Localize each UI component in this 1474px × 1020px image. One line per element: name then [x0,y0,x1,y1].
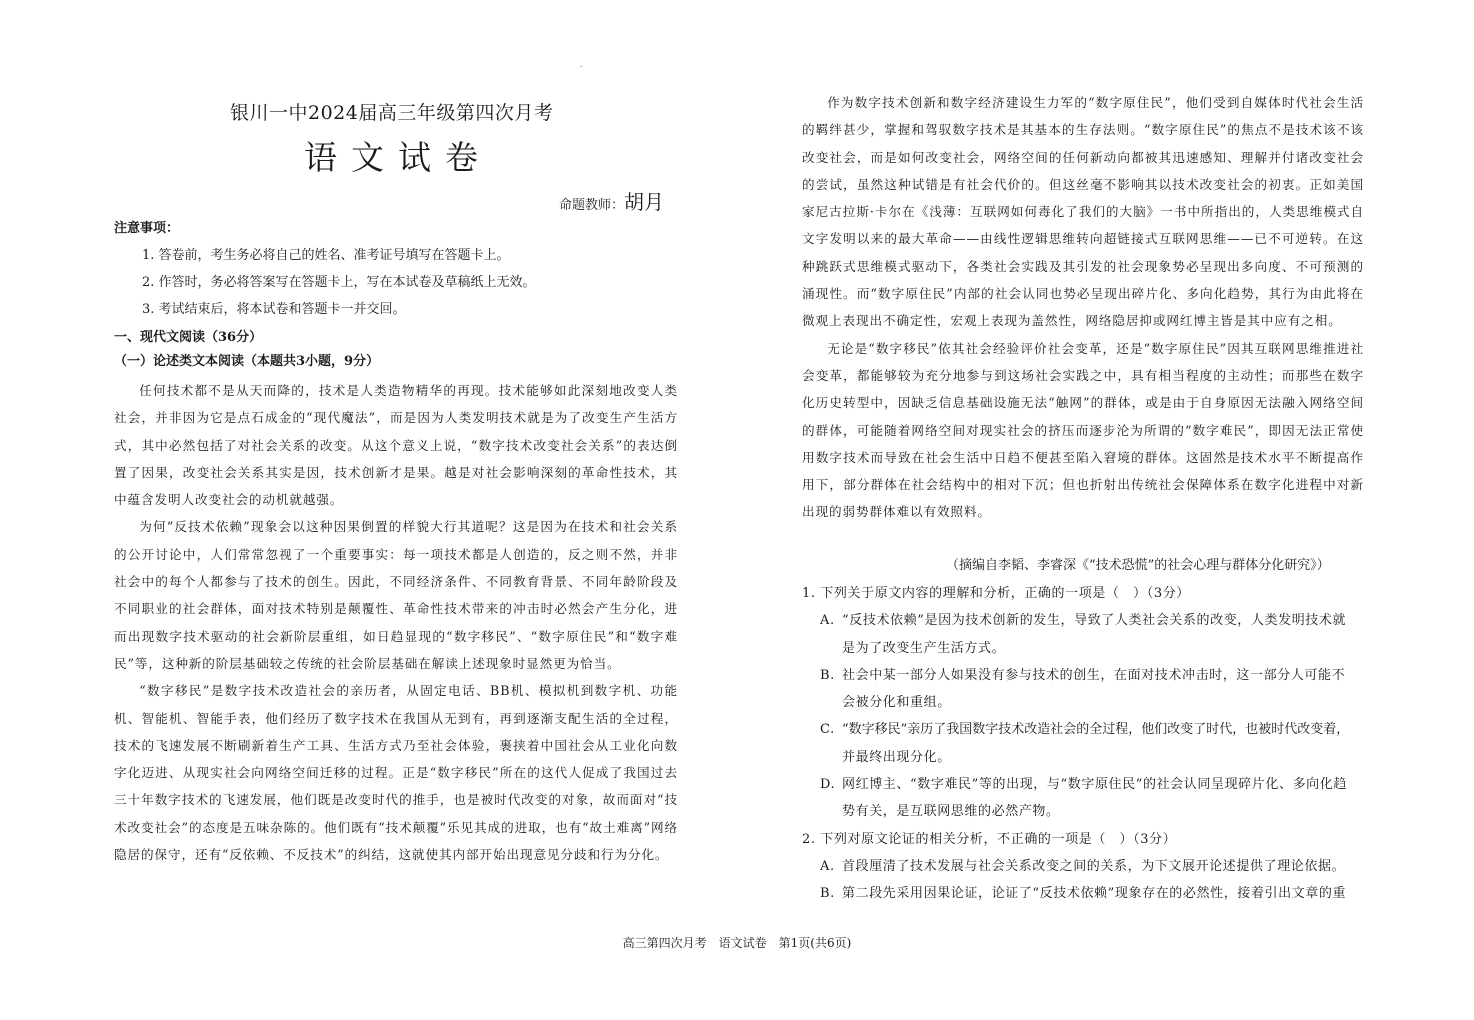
author-name: 胡月 [624,190,665,214]
question-2-option-a[interactable]: A. 首段厘清了技术发展与社会关系改变之间的关系，为下文展开论述提供了理论依据。 [820,858,1346,874]
option-continuation: 势有关，是互联网思维的必然产物。 [842,804,1060,820]
note-item: 1. 答卷前，考生务必将自己的姓名、准考证号填写在答题卡上。 [142,248,510,263]
passage-paragraph-5: 无论是“数字移民”依其社会经验评价社会变革，还是“数字原住民”因其互联网思维推进社会变革，都能够较为充分地参与到这场社会实践之中，具有相当程度的主动性；而那些在数字化历史转型中，因缺乏信息基础设施无法“触网”的群体，或是由于自身原因无法融入网络空间的群体，可能随着网络空间对现实社会的挤压而逐步沦为所谓的“数字难民”，即因无法正常使用数字技术而导致在社会生活中日趋不便甚至陷入窘境的群体。这固然是技术水平不断提高作用下，部分群体在社会结构中的相对下沉；但也折射出传统社会保障体系在数字化进程中对新出现的弱势群体难以有效照料。 [802,340,1364,520]
question-1-stem: 1. 下列关于原文内容的理解和分析，正确的一项是（ ）（3分） [802,586,1190,601]
scan-dot: . [580,60,583,69]
passage-source: （摘编自李韬、李睿深《“技术恐慌”的社会心理与群体分化研究》） [946,558,1330,573]
option-continuation: 并最终出现分化。 [842,749,951,765]
option-continuation: 是为了改变生产生活方式。 [842,640,1006,656]
option-continuation: 会被分化和重组。 [842,695,951,711]
exam-title: 银川一中2024届高三年级第四次月考 [230,102,554,124]
passage-paragraph-4: 作为数字技术创新和数字经济建设生力军的“数字原住民”，他们受到自媒体时代社会生活的羁绊甚少，掌握和驾驭数字技术是其基本的生存法则。“数字原住民”的焦点不是技术该不该改变社会，而是如何改变社会，网络空间的任何新动向都被其迅速感知、理解并付诸改变社会的尝试，虽然这种试错是有社会代价的。但这丝毫不影响其以技术改变社会的初衷。正如美国家尼古拉斯·卡尔在《浅薄：互联网如何毒化了我们的大脑》一书中所指出的，人类思维模式自文字发明以来的最大革命——由线性逻辑思维转向超链接式互联网思维——已不可逆转。在这种跳跃式思维模式驱动下，各类社会实践及其引发的社会现象势必呈现出多向度、不可预测的涌现性。而“数字原住民”内部的社会认同也势必呈现出碎片化、多向化趋势，其行为由此将在微观上表现出不确定性，宏观上表现为盖然性，网络隐居抑或网红博主皆是其中应有之相。 [802,95,1364,329]
author-label: 命题教师： [559,198,625,213]
note-item: 3. 考试结束后，将本试卷和答题卡一并交回。 [142,302,406,317]
paper-subject-title: 语文试卷 [304,138,492,177]
passage-left [114,377,678,868]
question-1 [802,580,1368,908]
passage-paragraph-2: 为何“反技术依赖”现象会以这种因果倒置的样貌大行其道呢？这是因为在技术和社会关系的公开讨论中，人们常常忽视了一个重要事实：每一项技术都是人创造的，反之则不然，并非社会中的每个人都参与了技术的创生。因此，不同经济条件、不同教育背景、不同年龄阶段及不同职业的社会群体，面对技术特别是颠覆性、革命性技术带来的冲击时必然会产生分化，进而出现数字技术驱动的社会新阶层重组，如日趋显现的“数字移民”、“数字原住民”和“数字难民”等，这种新的阶层基础较之传统的社会阶层基础在解读上述现象时显然更为恰当。 [114,519,678,671]
question-1-option-c[interactable]: C. “数字移民”亲历了我国数字技术改造社会的全过程，他们改变了时代，也被时代改变着， [820,722,1350,738]
page-footer: 高三第四次月考 语文试卷 第1页(共6页) [622,936,852,950]
note-item: 2. 作答时，务必将答案写在答题卡上，写在本试卷及草稿纸上无效。 [142,275,536,290]
question-2-stem: 2. 下列对原文论证的相关分析，不正确的一项是（ ）（3分） [802,831,1177,847]
author-line [559,186,664,215]
question-2-option-b[interactable]: B. 第二段先采用因果论证，论证了“反技术依赖”现象存在的必然性，接着引出文章的重 [820,886,1347,902]
passage-paragraph-1: 任何技术都不是从天而降的，技术是人类造物精华的再现。技术能够如此深刻地改变人类社会，并非因为它是点石成金的“现代魔法”，而是因为人类发明技术就是为了改变生产生活方式，其中必然包括了对社会关系的改变。从这个意义上说，“数字技术改变社会关系”的表达倒置了因果，改变社会关系其实是因，技术创新才是果。越是对社会影响深刻的革命性技术，其中蕴含发明人改变社会的动机就越强。 [114,383,678,508]
question-1-option-a[interactable]: A. “反技术依赖”是因为技术创新的发生，导致了人类社会关系的改变，人类发明技术就 [820,613,1347,629]
section-title: 一、现代文阅读（36分） [114,330,263,345]
question-1-option-d[interactable]: D. 网红博主、“数字难民”等的出现，与“数字原住民”的社会认同呈现碎片化、多向化趋 [820,777,1347,793]
section-subtitle: （一）论述类文本阅读（本题共3小题，9分） [114,354,380,369]
notes-heading: 注意事项： [114,221,180,236]
question-1-option-b[interactable]: B. 社会中某一部分人如果没有参与技术的创生，在面对技术冲击时，这一部分人可能不 [820,667,1346,683]
passage-paragraph-3: “数字移民”是数字技术改造社会的亲历者，从固定电话、BB机、模拟机到数字机、功能机、智能机、智能手表，他们经历了数字技术在我国从无到有，再到逐渐支配生活的全过程，技术的飞速发展不断刷新着生产工具、生活方式乃至社会体验，裹挟着中国社会从工业化向数字化迈进、从现实社会向网络空间迁移的过程。正是“数字移民”所在的这代人促成了我国过去三十年数字技术的飞速发展，他们既是改变时代的推手，也是被时代改变的对象，故而面对“技术改变社会”的态度是五味杂陈的。他们既有“技术颠覆”乐见其成的进取，也有“故土难离”网络隐居的保守，还有“反依赖、不反技术”的纠结，这就使其内部开始出现意见分歧和行为分化。 [114,683,678,863]
passage-right [802,89,1364,526]
